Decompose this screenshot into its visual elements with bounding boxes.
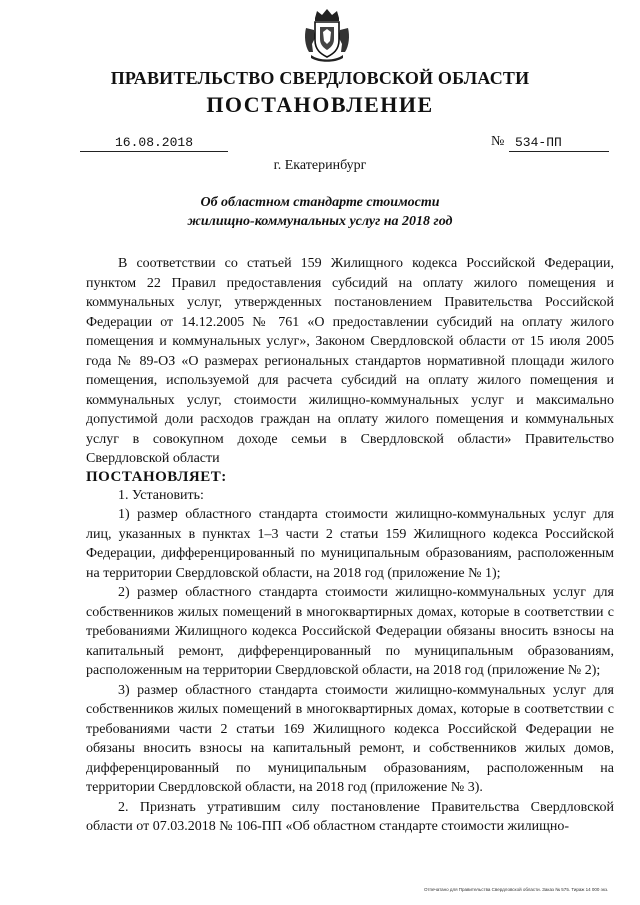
document-heading	[0, 193, 640, 231]
document-type: ПОСТАНОВЛЕНИЕ	[206, 92, 434, 117]
document-date: 16.08.2018	[80, 135, 228, 152]
postanovlyaet-heading: ПОСТАНОВЛЯЕТ:	[86, 468, 227, 485]
print-imprint: Отпечатано для Правительства Свердловской области. Заказ № 575. Тираж 14 000 экз.	[424, 887, 609, 892]
item-1-3: 3) размер областного стандарта стоимости жилищно-коммунальных услуг для собственников жилых помещений в многоквартирных домах, которые в соответствии с требованиями части 2 статьи 169 Жилищного кодекса Российской Федерации не обязаны вносить взносы на капитальный ремонт, и собственников жилых домов, дифференцированный по муниципальным образованиям, расположенным на территории Свердловской области, на 2018 год (приложение № 3).	[86, 682, 614, 795]
item-1-1: 1) размер областного стандарта стоимости жилищно-коммунальных услуг для лиц, указанных в пунктах 1–3 части 2 статьи 159 Жилищного кодекса Российской Федерации, дифференцированный по муниципальным образованиям, расположенным на территории Свердловской области, на 2018 год (приложение № 1);	[86, 507, 614, 581]
number-sign: №	[491, 134, 505, 149]
item-2: 2. Признать утратившим силу постановление Правительства Свердловской области от 07.03.2018 № 106-ПП «Об областном стандарте стоимости жилищно-	[86, 799, 614, 834]
city: г. Екатеринбург	[273, 158, 367, 173]
document-number: 534-ПП	[509, 135, 609, 152]
item-1-2: 2) размер областного стандарта стоимости жилищно-коммунальных услуг для собственников жилых помещений в многоквартирных домах, которые в соответствии с требованиями Жилищного кодекса Российской Федерации обязаны вносить взносы на капитальный ремонт, дифференцированный по муниципальным образованиям, расположенным на территории Свердловской области, на 2018 год (приложение № 2);	[86, 585, 614, 678]
coat-of-arms-icon	[303, 8, 351, 64]
government-title: ПРАВИТЕЛЬСТВО СВЕРДЛОВСКОЙ ОБЛАСТИ	[110, 68, 530, 88]
heading-line-1: Об областном стандарте стоимости	[200, 195, 440, 210]
document-body	[86, 254, 614, 837]
item-1: 1. Установить:	[118, 487, 204, 503]
preamble-paragraph: В соответствии со статьей 159 Жилищного кодекса Российской Федерации, пунктом 22 Правил предоставления субсидий на оплату жилого помещения и коммунальных услуг, утвержденных постановлением Правительства Российской Федерации от 14.12.2005 № 761 «О предоставлении субсидий на оплату жилого помещения и коммунальных услуг», Законом Свердловской области от 15 июля 2005 года № 89-ОЗ «О размерах региональных стандартов нормативной площади жилого помещения, используемой для расчета субсидий на оплату жилого помещения и коммунальных услуг, стоимости жилищно-коммунальных услуг и максимально допустимой доли расходов граждан на оплату жилого помещения и коммунальных услуг в совокупном доходе семьи в Свердловской области» Правительство Свердловской области	[86, 256, 614, 466]
heading-line-2: жилищно-коммунальных услуг на 2018 год	[187, 214, 453, 229]
